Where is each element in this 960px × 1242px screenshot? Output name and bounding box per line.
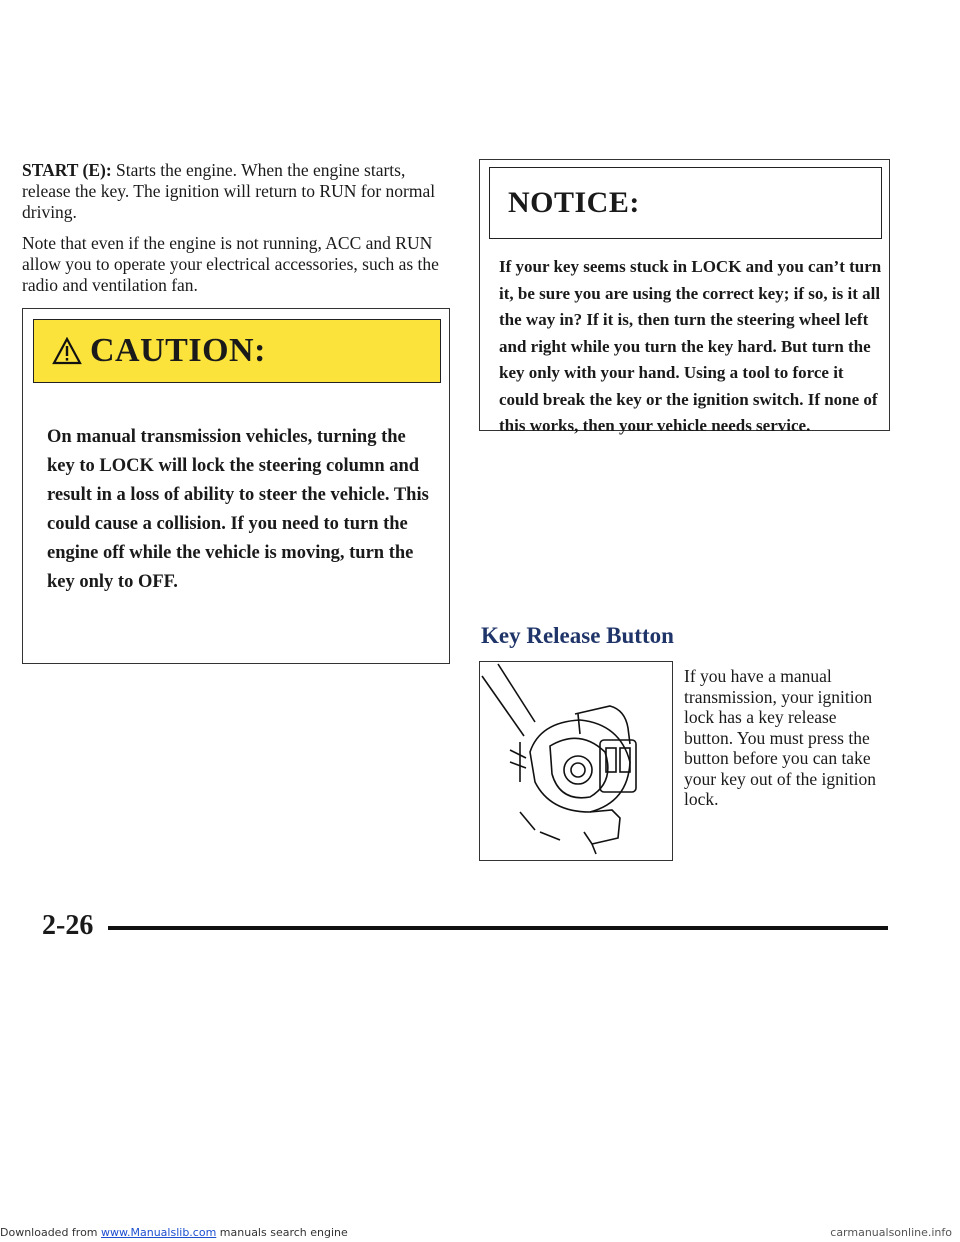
warning-triangle-icon: [52, 337, 82, 365]
page-number: 2-26: [42, 910, 94, 941]
accessories-paragraph: Note that even if the engine is not running, ACC and RUN allow you to operate your electrical accessories, such as the radio and ventilation fan.: [22, 233, 439, 295]
caution-text: On manual transmission vehicles, turning the key to LOCK will lock the steering column and result in a loss of ability to steer the vehicle. This could cause a collision. If you need to turn the engine off while the vehicle is moving, turn the key only to OFF.: [47, 427, 429, 592]
footer-prefix: Downloaded from: [0, 1226, 102, 1239]
caution-header: [33, 319, 441, 383]
start-paragraph: [22, 160, 452, 223]
download-footer: [0, 1226, 348, 1239]
start-text: Starts the engine. When the engine starts, release the key. The ignition will return to RUN for normal driving.: [22, 160, 436, 222]
notice-box: [479, 159, 890, 435]
start-lead: START (E):: [22, 160, 112, 180]
watermark-footer: carmanualsonline.info: [830, 1226, 952, 1239]
caution-box: [22, 308, 450, 664]
key-release-title: Key Release Button: [481, 623, 674, 648]
manualslib-link[interactable]: www.Manualslib.com: [101, 1226, 217, 1239]
notice-title: NOTICE:: [508, 186, 640, 219]
ignition-lock-drawing: [480, 662, 671, 859]
notice-text: If your key seems stuck in LOCK and you can’t turn it, be sure you are using the correct key; if so, is it all the way in? If it is, then turn the steering wheel left and right while you turn the key hard. But turn the key only with your hand. Using a tool to force it could break the key or the ignition switch. If none of this works, then your vehicle needs service.: [499, 257, 882, 435]
left-column: [22, 160, 452, 306]
caution-title: CAUTION:: [90, 332, 266, 369]
footer-rule: [108, 926, 888, 930]
ignition-lock-illustration: [479, 661, 673, 861]
key-release-text: If you have a manual transmission, your ignition lock has a key release button. You must press the button before you can take your key out of the ignition lock.: [684, 666, 876, 809]
footer-suffix: manuals search engine: [216, 1226, 348, 1239]
notice-header: [489, 167, 882, 239]
